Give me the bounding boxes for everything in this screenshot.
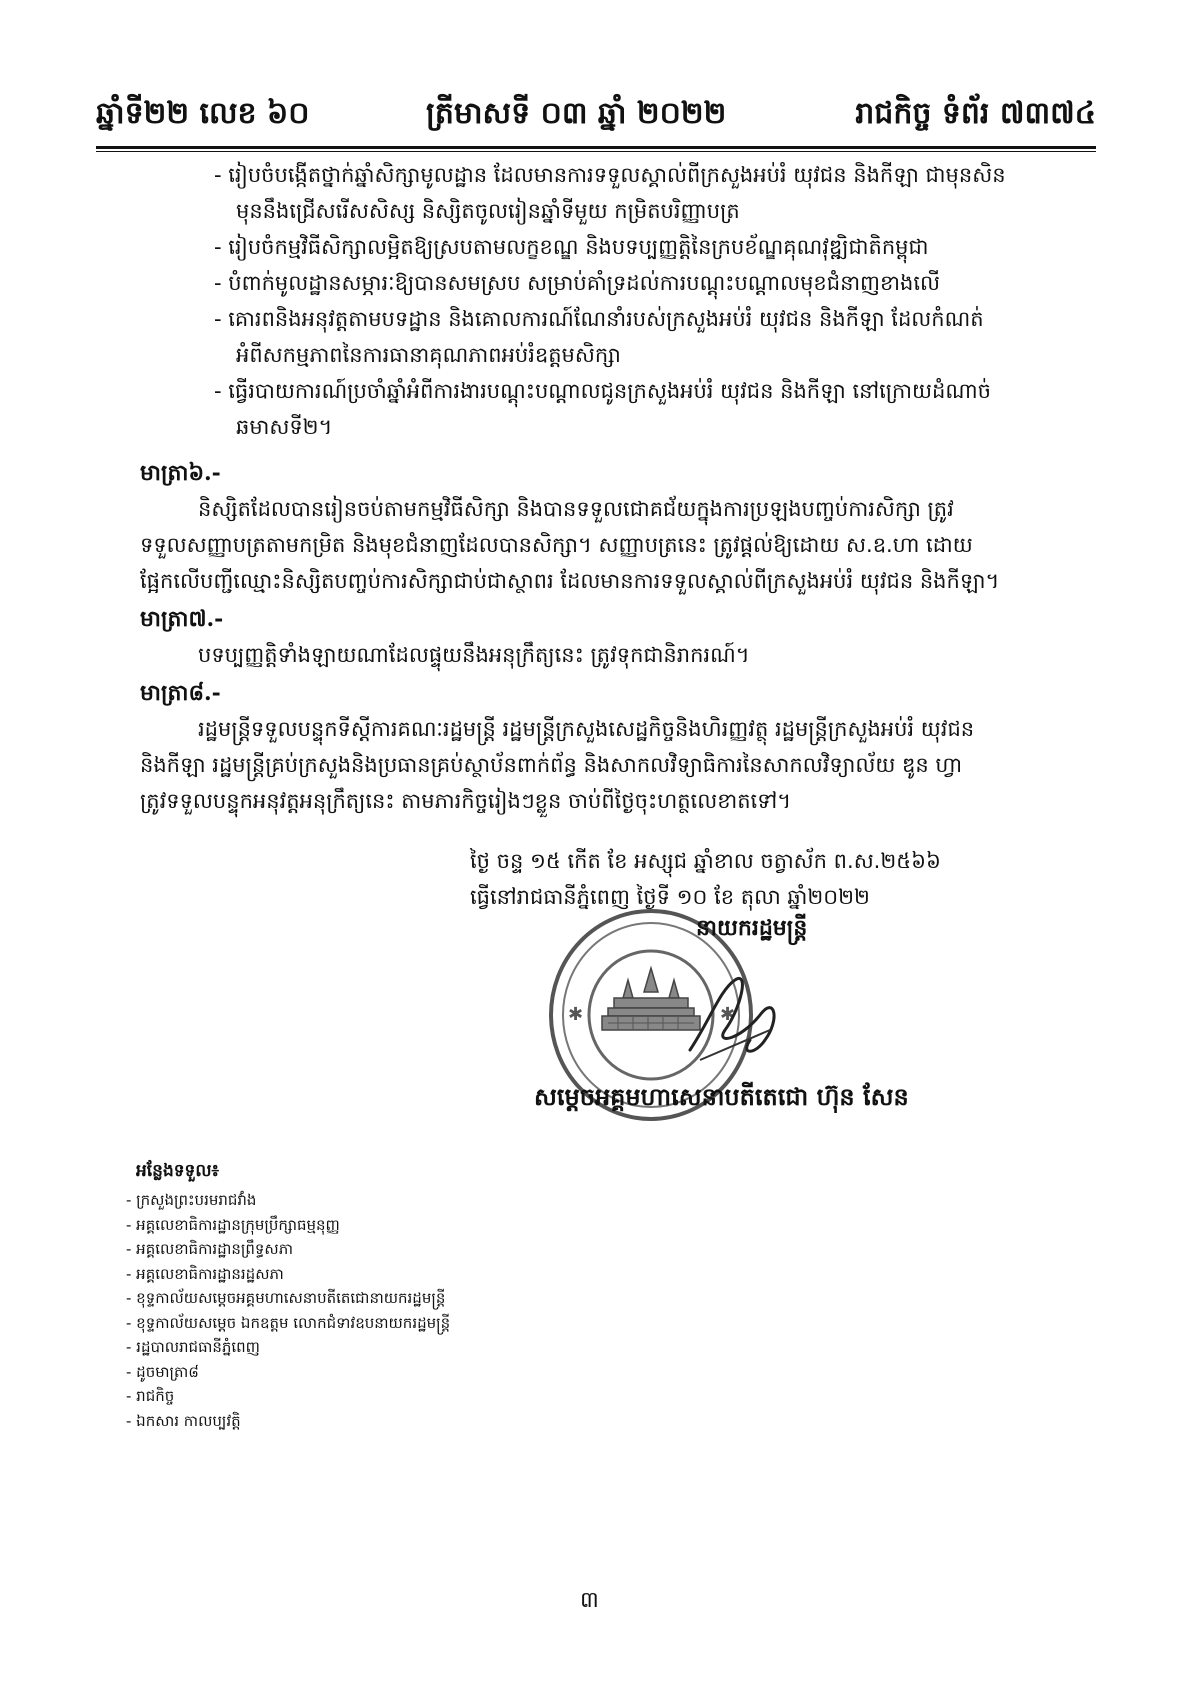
recipient-item: - ដូចមាត្រា៨ [126,1362,199,1381]
bullet-1-line2: មុននឹងជ្រើសរើសសិស្ស និស្សិតចូលរៀនឆ្នាំទីមួយ កម្រិតបរិញ្ញាបត្រ [236,199,740,223]
article-6-title: មាត្រា៦.- [140,460,221,486]
prime-minister-title: នាយករដ្ឋមន្ត្រី [696,916,808,941]
header-rule [96,146,1096,149]
recipients-heading: អន្លែងទទួល៖ [136,1161,220,1181]
article-8-line2: និងកីឡា រដ្ឋមន្ត្រីគ្រប់ក្រសួងនិងប្រធានគ្រប់ស្ថាប័នពាក់ព័ន្ធ និងសាកលវិទ្យាធិការនៃសាកលវិទ្យាល័យ ឌូន ហ្វា [140,753,962,777]
header-rule-thin [96,151,1096,152]
recipient-item: - ក្រសួងព្រះបរមរាជវាំង [126,1191,257,1209]
bullet-4-line2: អំពីសកម្មភាពនៃការធានាគុណភាពអប់រំឧត្តមសិក្សា [236,343,621,367]
bullet-3-line1: - បំពាក់មូលដ្ឋានសម្ភារៈឱ្យបានសមស្រប សម្រាប់គាំទ្រដល់ការបណ្តុះបណ្តាលមុខជំនាញខាងលើ [214,271,941,295]
bullet-5-line1: - ធ្វើរបាយការណ៍ប្រចាំឆ្នាំអំពីការងារបណ្តុះបណ្តាលជូនក្រសួងអប់រំ យុវជន និងកីឡា នៅក្រោយដំណាច់ [214,379,991,403]
bullet-2-line1: - រៀបចំកម្មវិធីសិក្សាលម្អិតឱ្យស្របតាមលក្ខខណ្ឌ និងបទប្បញ្ញត្តិនៃក្របខ័ណ្ឌគុណវុឌ្ឍិជាតិកម្ពុជា [214,235,929,259]
article-7-line1: បទប្បញ្ញត្តិទាំងឡាយណាដែលផ្ទុយនឹងអនុក្រឹត្យនេះ ត្រូវទុកជានិរាករណ៍។ [198,643,750,667]
header-page-ref: រាជកិច្ច ទំព័រ ៧៣៧៤ [855,96,1096,131]
recipient-item: - ឯកសារ កាលប្បវត្តិ [126,1411,241,1430]
bullet-4-line1: - គោរពនិងអនុវត្តតាមបទដ្ឋាន និងគោលការណ៍ណែនាំរបស់ក្រសួងអប់រំ យុវជន និងកីឡា ដែលកំណត់ [214,307,984,331]
svg-text:✱: ✱ [720,1004,736,1025]
recipient-item: - អគ្គលេខាធិការដ្ឋានព្រឹទ្ធសភា [126,1240,293,1258]
bullet-1-line1: - រៀបចំបង្កើតថ្នាក់ឆ្នាំសិក្សាមូលដ្ឋាន ដែលមានការទទួលស្គាល់ពីក្រសួងអប់រំ យុវជន និងកីឡា ជាមុនសិន [214,163,1006,187]
recipient-item: - អគ្គលេខាធិការដ្ឋានរដ្ឋសភា [126,1264,284,1283]
recipient-item: - រាជកិច្ច [126,1387,175,1405]
svg-text:✱: ✱ [568,1004,584,1025]
header-quarter: ត្រីមាសទី ០៣ ឆ្នាំ ២០២២ [426,96,727,131]
article-8-title: មាត្រា៨.- [140,680,221,706]
recipient-item: - អគ្គលេខាធិការដ្ឋានក្រុមប្រឹក្សាធម្មនុញ្ញ [126,1215,340,1234]
bullet-5-line2: ឆមាសទី២។ [236,415,333,439]
recipients-list [126,1188,450,1433]
recipient-item: - រដ្ឋបាលរាជធានីភ្នំពេញ [126,1338,260,1356]
article-8-line1: រដ្ឋមន្ត្រីទទួលបន្ទុកទីស្តីការគណៈរដ្ឋមន្ត្រី រដ្ឋមន្ត្រីក្រសួងសេដ្ឋកិច្ចនិងហិរញ្ញវត្ថុ រដ្ឋមន្ត្រីក្រសួងអប់រំ យុវជន [198,717,975,741]
article-6-line3: ផ្អែកលើបញ្ជីឈ្មោះនិស្សិតបញ្ចប់ការសិក្សាជាប់ជាស្ថាពរ ដែលមានការទទួលស្គាល់ពីក្រសួងអប់រំ យុវជន និងកីឡា។ [140,569,1000,593]
gazette-header [96,84,1096,140]
handwritten-signature [680,960,790,1070]
article-8-line3: ត្រូវទទួលបន្ទុកអនុវត្តអនុក្រឹត្យនេះ តាមភារកិច្ចរៀងៗខ្លួន ចាប់ពីថ្ងៃចុះហត្ថលេខាតទៅ។ [140,789,792,813]
lunar-date: ថ្ងៃ ចន្ទ ១៥ កើត ខែ អស្សុជ ឆ្នាំខាល ចត្វាស័ក ព.ស.២៥៦៦ [470,849,941,873]
header-year-issue: ឆ្នាំទី២២ លេខ ៦០ [96,96,310,131]
recipient-item: - ខុទ្ទកាល័យសម្តេច ឯកឧត្តម លោកជំទាវឧបនាយករដ្ឋមន្ត្រី [126,1313,451,1332]
article-6-line2: ទទួលសញ្ញាបត្រតាមកម្រិត និងមុខជំនាញដែលបានសិក្សា។ សញ្ញាបត្រនេះ ត្រូវផ្តល់ឱ្យដោយ ស.ឧ.ហា ដោយ [140,533,973,557]
signer-name: សម្តេចអគ្គមហាសេនាបតីតេជោ ហ៊ុន សែន [534,1082,909,1111]
solar-date: ធ្វើនៅរាជធានីភ្នំពេញ ថ្ងៃទី ១០ ខែ តុលា ឆ្នាំ២០២២ [470,885,870,909]
article-6-line1: និស្សិតដែលបានរៀនចប់តាមកម្មវិធីសិក្សា និងបានទទួលជោគជ័យក្នុងការប្រឡងបញ្ចប់ការសិក្សា ត្រូវ [198,497,954,521]
article-7-title: មាត្រា៧.- [140,606,224,632]
recipient-item: - ខុទ្ទកាល័យសម្តេចអគ្គមហាសេនាបតីតេជោនាយករដ្ឋមន្ត្រី [126,1289,446,1307]
page-number: ៣ [580,1588,599,1613]
